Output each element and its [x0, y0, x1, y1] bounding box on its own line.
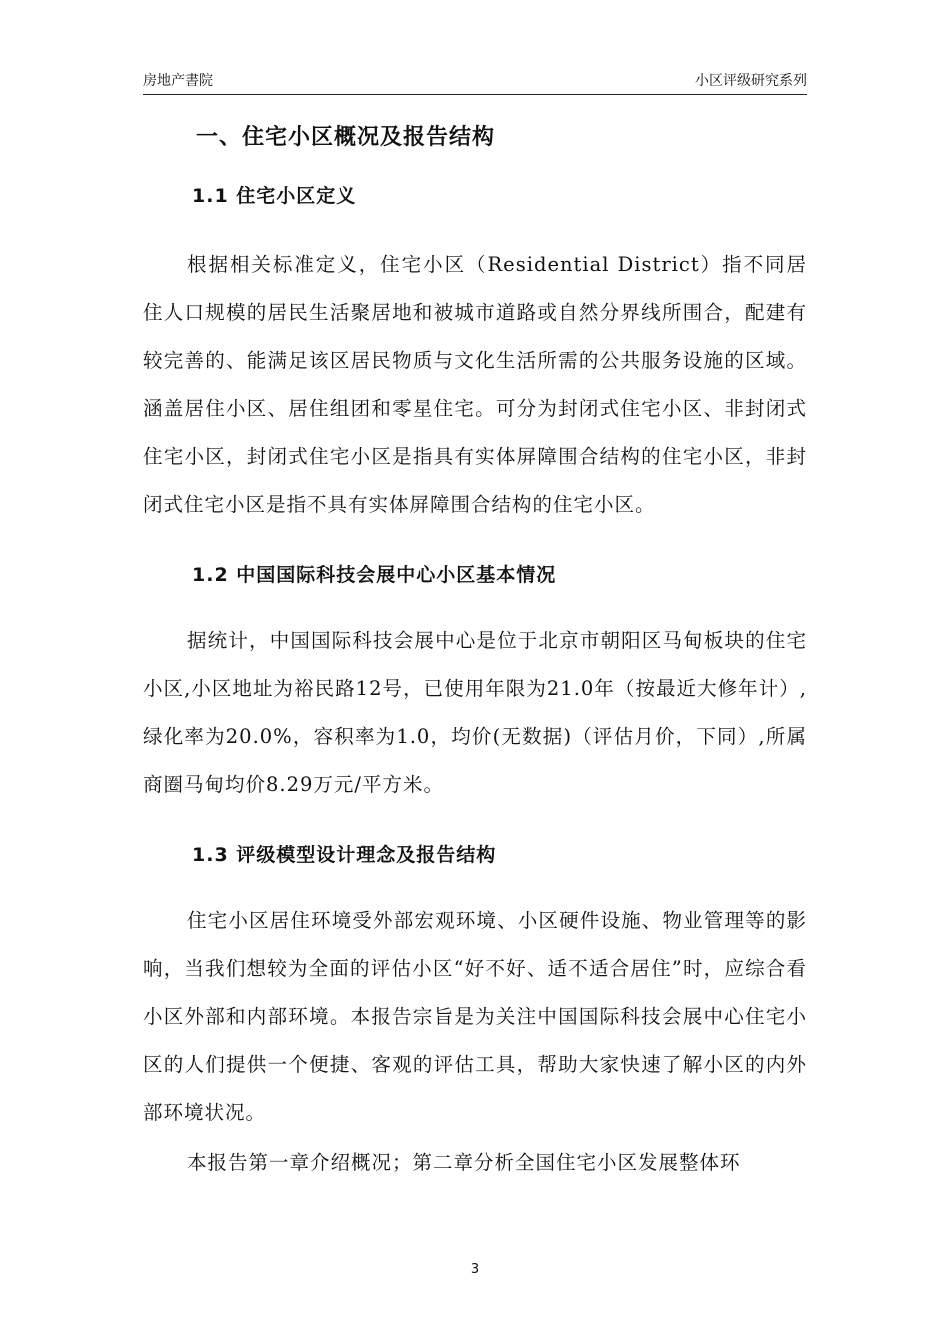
section-title-1-2: 1.2 中国国际科技会展中心小区基本情况: [192, 564, 557, 586]
page-number: 3: [470, 1262, 480, 1277]
header-left-publisher: 房地产書院: [143, 73, 213, 89]
header-right-series: 小区评级研究系列: [695, 73, 807, 89]
section-1-2-paragraph: 据统计，中国国际科技会展中心是位于北京市朝阳区马甸板块的住宅小区,小区地址为裕民路12号，已使用年限为21.0年（按最近大修年计）,绿化率为20.0%，容积率为1.0，均价(无数据)（评估月价，下同）,所属商圈马甸均价8.29万元/平方米。: [143, 629, 807, 796]
section-1-3-paragraph-1: 住宅小区居住环境受外部宏观环境、小区硬件设施、物业管理等的影响，当我们想较为全面的评估小区“好不好、适不适合居住”时，应综合看小区外部和内部环境。本报告宗旨是为关注中国国际科技会展中心住宅小区的人们提供一个便捷、客观的评估工具，帮助大家快速了解小区的内外部环境状况。: [143, 909, 807, 1124]
page-content: [143, 118, 807, 1187]
section-1-3-paragraph-2: 本报告第一章介绍概况；第二章分析全国住宅小区发展整体环: [187, 1151, 741, 1174]
section-1-1-paragraph: 根据相关标准定义，住宅小区（Residential District）指不同居住人口规模的居民生活聚居地和被城市道路或自然分界线所围合，配建有较完善的、能满足该区居民物质与文化生活所需的公共服务设施的区域。涵盖居住小区、居住组团和零星住宅。可分为封闭式住宅小区、非封闭式住宅小区，封闭式住宅小区是指具有实体屏障围合结构的住宅小区，非封闭式住宅小区是指不具有实体屏障围合结构的住宅小区。: [143, 253, 807, 516]
section-title-1-1: 1.1 住宅小区定义: [192, 185, 357, 207]
chapter-title: 一、住宅小区概况及报告结构: [196, 125, 496, 150]
page-header: [143, 64, 807, 95]
section-title-1-3: 1.3 评级模型设计理念及报告结构: [192, 844, 497, 866]
